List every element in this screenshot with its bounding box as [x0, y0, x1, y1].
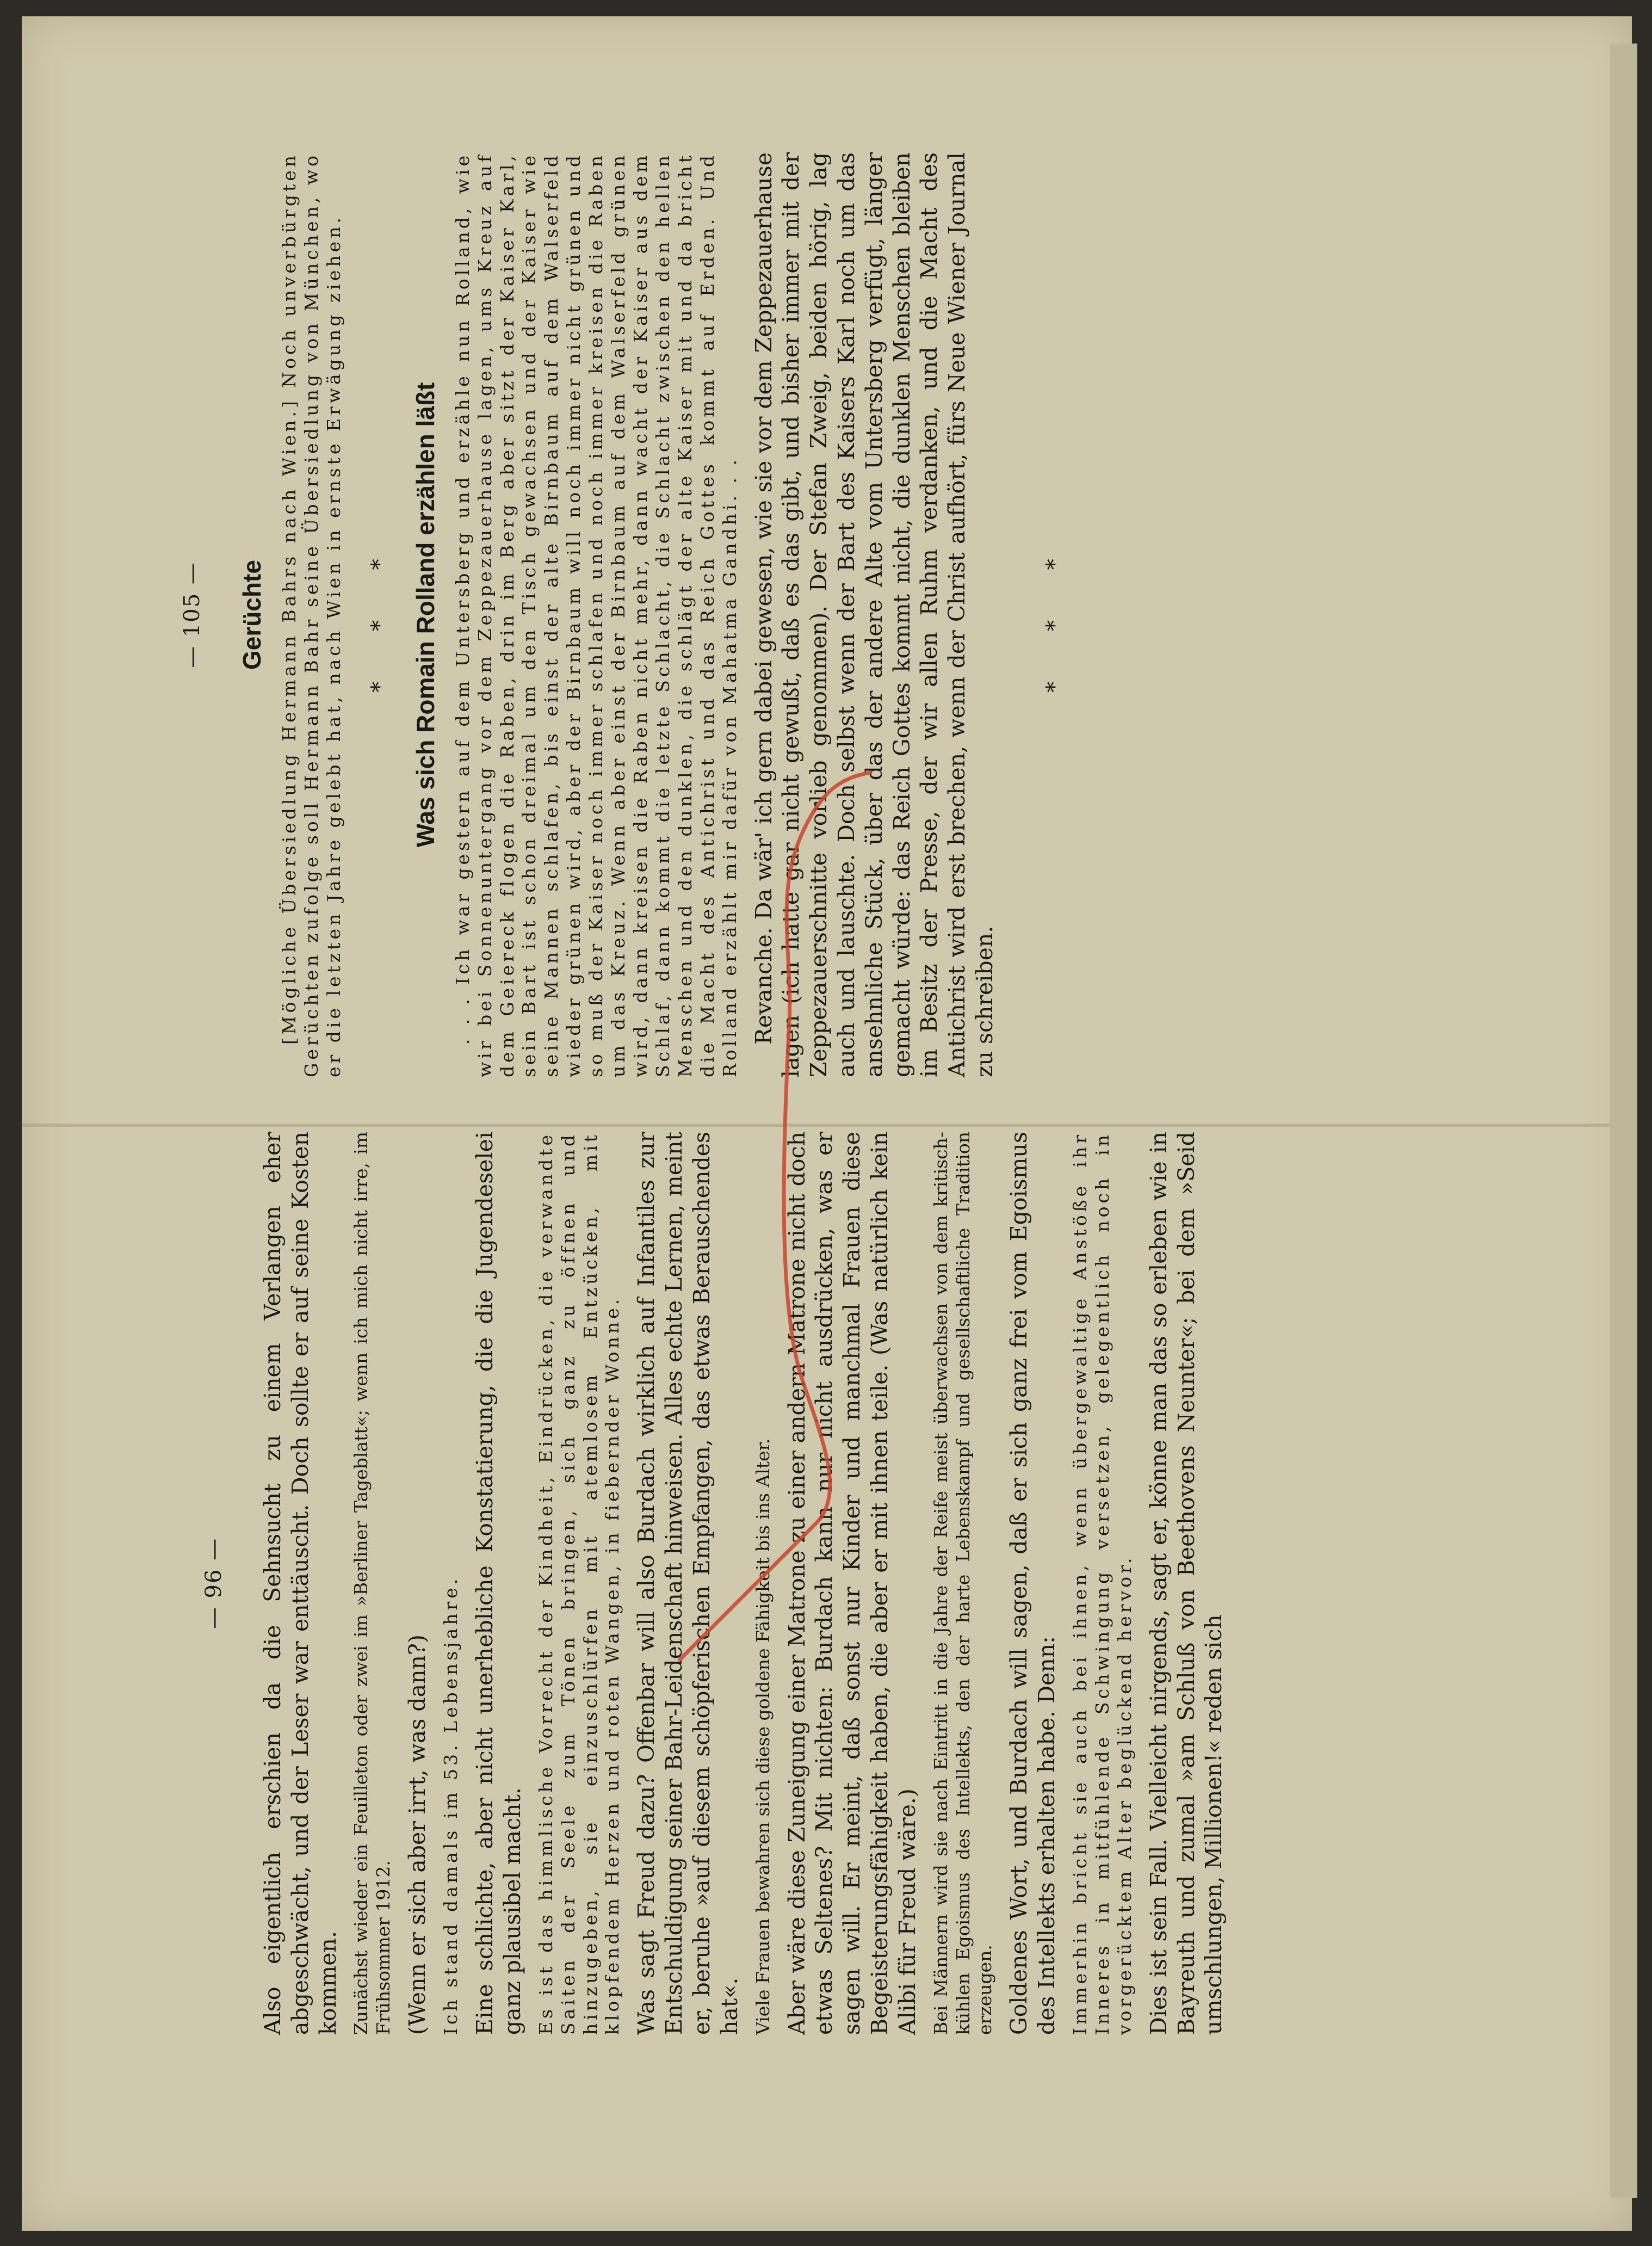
section-divider-stars: * * *: [367, 537, 392, 693]
paragraph: Zunächst wieder ein Feuilleton oder zwei im »Berliner Tageblatt«; wenn ich mich nicht irre, im Frühsommer 1912.: [350, 1132, 394, 2035]
page-96: [201, 1132, 1452, 2035]
page-105: [180, 152, 1431, 1077]
paragraph: Dies ist sein Fall. Vielleicht nirgends, sagt er, könne man das so erleben wie in Bayreuth und zumal »am Schluß von Beethovens Neunter«; bei dem »Seid umschlungen, Millionen!« reden sich: [1145, 1132, 1227, 2035]
paragraph: Revanche. Da wär' ich gern dabei gewesen, wie sie vor dem Zeppezauerhause lagen (ich hatte gar nicht gewußt, daß es das gibt, und bisher immer mit der Zeppezauerschnitte vorlieb genommen). Der Stefan Zweig, beiden hörig, lag auch und lauschte. Doch selbst wenn der Bart des Kaisers Karl noch um das ansehnliche Stück, über das der andere Alte vom Untersberg verfügt, länger gemacht würde: das Reich Gottes kommt nicht, die dunklen Menschen bleiben im Besitz der Presse, der wir allen Ruhm verdanken, und die Macht des Antichrist wird erst brechen, wenn der Christ aufhört, fürs Neue Wiener Journal zu schreiben.: [750, 152, 998, 1077]
paper-edge: [1610, 44, 1637, 2198]
section-title-geruechte: Gerüchte: [238, 560, 266, 670]
paragraph: Eine schlichte, aber nicht unerhebliche Konstatierung, die die Jugendeselei ganz plausibel macht.: [472, 1132, 525, 2035]
section-title-rolland: Was sich Romain Rolland erzählen läßt: [411, 382, 440, 848]
paragraph: Also eigentlich erschien da die Sehnsucht zu einem Verlangen eher abgeschwächt, und der Leser war enttäuscht. Doch sollte er auf seine Kosten kommen.: [259, 1132, 341, 2035]
section-divider-stars: * * *: [1042, 537, 1067, 693]
paragraph: Es ist das himmlische Vorrecht der Kindheit, Eindrücken, die verwandte Saiten der Seele zum Tönen bringen, sich ganz zu öffnen und hinzugeben, sie einzuschlürfen mit atemlosem Entzücken, mit klopfendem Herzen und roten Wangen, in fiebernder Wonne.: [535, 1132, 623, 2035]
paragraph: Ich stand damals im 53. Lebensjahre.: [440, 1575, 462, 2035]
page-number: — 96 —: [201, 1537, 226, 1630]
paragraph: (Wenn er sich aber irrt, was dann?): [404, 1634, 431, 2035]
paragraph: Goldenes Wort, und Burdach will sagen, daß er sich ganz frei vom Egoismus des Intellekts erhalten habe. Denn:: [1006, 1132, 1060, 2035]
page-number: — 105 —: [180, 562, 205, 668]
page-fold: [22, 1124, 1632, 1127]
page-96-text: [259, 1132, 1228, 2035]
paragraph: Bei Männern wird sie nach Eintritt in die Jahre der Reife meist überwachsen von dem kritisch-kühlen Egoismus des Intellekts, den der harte Lebenskampf und gesellschaftliche Tradition erzeugen.: [930, 1132, 996, 2035]
paragraph: Immerhin bricht sie auch bei ihnen, wenn übergewaltige Anstöße ihr Inneres in mitfühlende Schwingung versetzen, gelegentlich noch in vorgerücktem Alter beglückend hervor.: [1069, 1132, 1135, 2035]
paragraph: . . . Ich war gestern auf dem Untersberg und erzähle nun Rolland, wie wir bei Sonnenuntergang vor dem Zeppezauerhause lagen, ums Kreuz auf dem Geiereck flogen die Raben, drin im Berg aber sitzt der Kaiser Karl, sein Bart ist schon dreimal um den Tisch gewachsen und der Kaiser wie seine Mannen schlafen, bis einst der alte Birnbaum auf dem Walserfeld wieder grünen wird, aber der Birnbaum will noch immer nicht grünen und so muß der Kaiser noch immer schlafen und noch immer kreisen die Raben um das Kreuz. Wenn aber einst der Birnbaum auf dem Walserfeld grünen wird, dann kreisen die Raben nicht mehr, dann wacht der Kaiser aus dem Schlaf, dann kommt die letzte Schlacht, die Schlacht zwischen den hellen Menschen und den dunklen, die schlägt der alte Kaiser mit und da bricht die Macht des Antichrist und das Reich Gottes kommt auf Erden. Und Rolland erzählt mir dafür von Mahatma Gandhi. . .: [451, 152, 740, 1077]
paragraph: Was sagt Freud dazu? Offenbar will also Burdach wirklich auf Infantiles zur Entschuldigung seiner Bahr-Leidenschaft hinweisen. Alles echte Lernen, meint er, beruhe »auf diesem schöpferischen Empfangen, das etwas Berauschendes hat«.: [633, 1132, 743, 2035]
paragraph: [Mögliche Übersiedlung Hermann Bahrs nach Wien.] Noch unverbürgten Gerüchten zufolge soll Hermann Bahr seine Übersiedlung von München, wo er die letzten Jahre gelebt hat, nach Wien in ernste Erwägung ziehen.: [279, 152, 344, 1077]
paragraph: Viele Frauen bewahren sich diese goldene Fähigkeit bis ins Alter.: [752, 1438, 774, 2035]
paragraph: Aber wäre diese Zuneigung einer Matrone zu einer andern Matrone nicht doch etwas Seltenes? Mit nichten: Burdach kann nur nicht ausdrücken, was er sagen will. Er meint, daß sonst nur Kinder und manchmal Frauen diese Begeisterungsfähigkeit haben, die aber er mit ihnen teile. (Was natürlich kein Alibi für Freud wäre.): [783, 1132, 920, 2035]
